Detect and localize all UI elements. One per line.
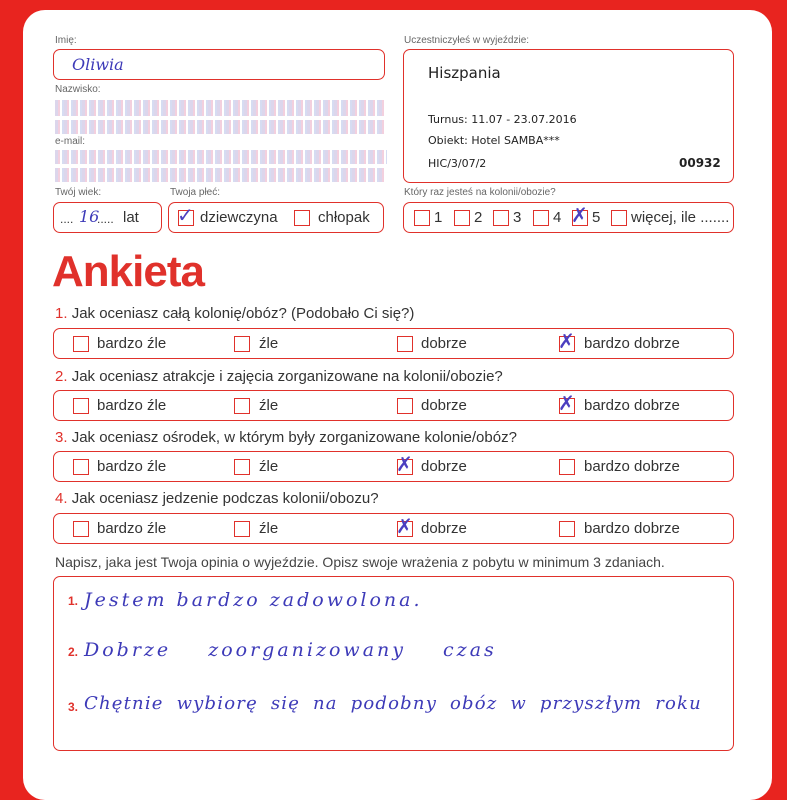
- trip-info-box: [403, 49, 734, 183]
- email-label: e-mail:: [55, 136, 86, 147]
- redacted-last-name: [55, 100, 385, 116]
- q3-good-checkbox[interactable]: [396, 452, 413, 476]
- opinion-textarea[interactable]: [53, 576, 734, 751]
- question-1-number: 1.: [55, 305, 68, 322]
- opinion-line-2-text: Dobrze zoorganizowany czas: [84, 639, 497, 661]
- redacted-email: [55, 150, 387, 164]
- q3-very-good-label: bardzo dobrze: [584, 458, 680, 475]
- q3-bad-checkbox[interactable]: [234, 459, 250, 475]
- gender-label: Twoja płeć:: [170, 187, 221, 198]
- age-label: Twój wiek:: [55, 187, 102, 198]
- q2-good-label: dobrze: [421, 397, 467, 414]
- age-field[interactable]: [53, 202, 162, 233]
- q1-good-checkbox[interactable]: [397, 336, 413, 352]
- q1-very-bad-label: bardzo źle: [97, 335, 167, 352]
- opinion-prompt: Napisz, jaka jest Twoja opinia o wyjeździe. Opisz swoje wrażenia z pobytu w minimum 3 zdaniach.: [55, 554, 665, 570]
- q4-very-bad-label: bardzo źle: [97, 520, 167, 537]
- first-name-field[interactable]: [53, 49, 385, 80]
- q2-very-bad-label: bardzo źle: [97, 397, 167, 414]
- question-3: [55, 429, 517, 446]
- cross-mark-icon: ✗: [558, 391, 575, 415]
- trip-code: HIC/3/07/2: [428, 157, 487, 170]
- times-5-checkbox[interactable]: [571, 203, 588, 227]
- question-4-text: Jak oceniasz jedzenie podczas kolonii/obozu?: [71, 490, 379, 507]
- question-4-number: 4.: [55, 490, 68, 507]
- trip-turnus: Turnus: 11.07 - 23.07.2016: [428, 113, 577, 126]
- gender-boy-checkbox[interactable]: [294, 210, 310, 226]
- q2-bad-label: źle: [259, 397, 279, 414]
- cross-mark-icon: ✗: [571, 203, 588, 227]
- question-2-answers: [53, 390, 734, 421]
- question-4: [55, 490, 379, 507]
- q3-very-bad-label: bardzo źle: [97, 458, 167, 475]
- age-value: 16: [79, 207, 100, 226]
- q1-bad-checkbox[interactable]: [234, 336, 250, 352]
- first-name-value: Oliwia: [72, 55, 124, 74]
- q3-good-label: dobrze: [421, 458, 467, 475]
- q4-very-good-checkbox[interactable]: [559, 521, 575, 537]
- trip-destination: Hiszpania: [428, 64, 501, 82]
- times-option-4: 4: [553, 209, 562, 226]
- times-option-2: 2: [474, 209, 483, 226]
- age-suffix-dots: .....: [97, 212, 114, 226]
- opinion-line-1-number: 1.: [68, 594, 79, 608]
- question-4-answers: [53, 513, 734, 544]
- q2-very-bad-checkbox[interactable]: [73, 398, 89, 414]
- redacted-email-2: [55, 168, 385, 182]
- age-unit: lat: [123, 209, 139, 226]
- cross-mark-icon: ✗: [396, 452, 413, 476]
- q1-very-bad-checkbox[interactable]: [73, 336, 89, 352]
- q3-bad-label: źle: [259, 458, 279, 475]
- times-label: Który raz jesteś na kolonii/obozie?: [404, 187, 556, 198]
- q3-very-good-checkbox[interactable]: [559, 459, 575, 475]
- cross-mark-icon: ✗: [396, 514, 413, 538]
- age-prefix-dots: ....: [60, 212, 74, 226]
- times-field: [403, 202, 734, 233]
- question-3-answers: [53, 451, 734, 482]
- opinion-line-3-number: 3.: [68, 700, 79, 714]
- trip-label: Uczestniczyłeś w wyjeździe:: [404, 35, 530, 46]
- q1-very-good-label: bardzo dobrze: [584, 335, 680, 352]
- question-2-text: Jak oceniasz atrakcje i zajęcia zorganizowane na kolonii/obozie?: [71, 368, 503, 385]
- q4-very-good-label: bardzo dobrze: [584, 520, 680, 537]
- q2-very-good-label: bardzo dobrze: [584, 397, 680, 414]
- q4-good-checkbox[interactable]: [396, 514, 413, 538]
- opinion-line-1-text: Jestem bardzo zadowolona.: [84, 589, 423, 611]
- trip-obiekt: Obiekt: Hotel SAMBA***: [428, 134, 560, 147]
- times-1-checkbox[interactable]: [414, 210, 430, 226]
- question-2-number: 2.: [55, 368, 68, 385]
- q2-very-good-checkbox[interactable]: [558, 391, 575, 415]
- opinion-line-3-text: Chętnie wybiorę się na podobny obóz w przyszłym roku: [84, 693, 702, 714]
- question-1-text: Jak oceniasz całą kolonię/obóz? (Podobało Ci się?): [71, 305, 415, 322]
- times-more-checkbox[interactable]: [611, 210, 627, 226]
- q4-very-bad-checkbox[interactable]: [73, 521, 89, 537]
- question-2: [55, 368, 503, 385]
- q1-very-good-checkbox[interactable]: [558, 329, 575, 353]
- gender-field: [168, 202, 384, 233]
- opinion-line-2-number: 2.: [68, 645, 79, 659]
- times-2-checkbox[interactable]: [454, 210, 470, 226]
- trip-number: 00932: [679, 156, 721, 170]
- check-mark-icon: ✓: [177, 203, 194, 227]
- q1-bad-label: źle: [259, 335, 279, 352]
- q2-bad-checkbox[interactable]: [234, 398, 250, 414]
- q3-very-bad-checkbox[interactable]: [73, 459, 89, 475]
- times-option-3: 3: [513, 209, 522, 226]
- question-1-answers: [53, 328, 734, 359]
- q4-bad-label: źle: [259, 520, 279, 537]
- question-1: [55, 305, 414, 322]
- q1-good-label: dobrze: [421, 335, 467, 352]
- gender-option-boy: chłopak: [318, 209, 370, 226]
- last-name-label: Nazwisko:: [55, 84, 101, 95]
- survey-title: Ankieta: [52, 247, 204, 296]
- gender-option-girl: dziewczyna: [200, 209, 278, 226]
- question-3-number: 3.: [55, 429, 68, 446]
- redacted-last-name-2: [55, 120, 385, 134]
- question-3-text: Jak oceniasz ośrodek, w którym były zorganizowane kolonie/obóz?: [71, 429, 517, 446]
- times-4-checkbox[interactable]: [533, 210, 549, 226]
- times-option-1: 1: [434, 209, 443, 226]
- cross-mark-icon: ✗: [558, 329, 575, 353]
- gender-girl-checkbox[interactable]: [177, 203, 194, 227]
- q4-good-label: dobrze: [421, 520, 467, 537]
- first-name-label: Imię:: [55, 35, 77, 46]
- q4-bad-checkbox[interactable]: [234, 521, 250, 537]
- times-option-more: więcej, ile .......: [631, 209, 730, 226]
- times-option-5: 5: [592, 209, 601, 226]
- times-3-checkbox[interactable]: [493, 210, 509, 226]
- q2-good-checkbox[interactable]: [397, 398, 413, 414]
